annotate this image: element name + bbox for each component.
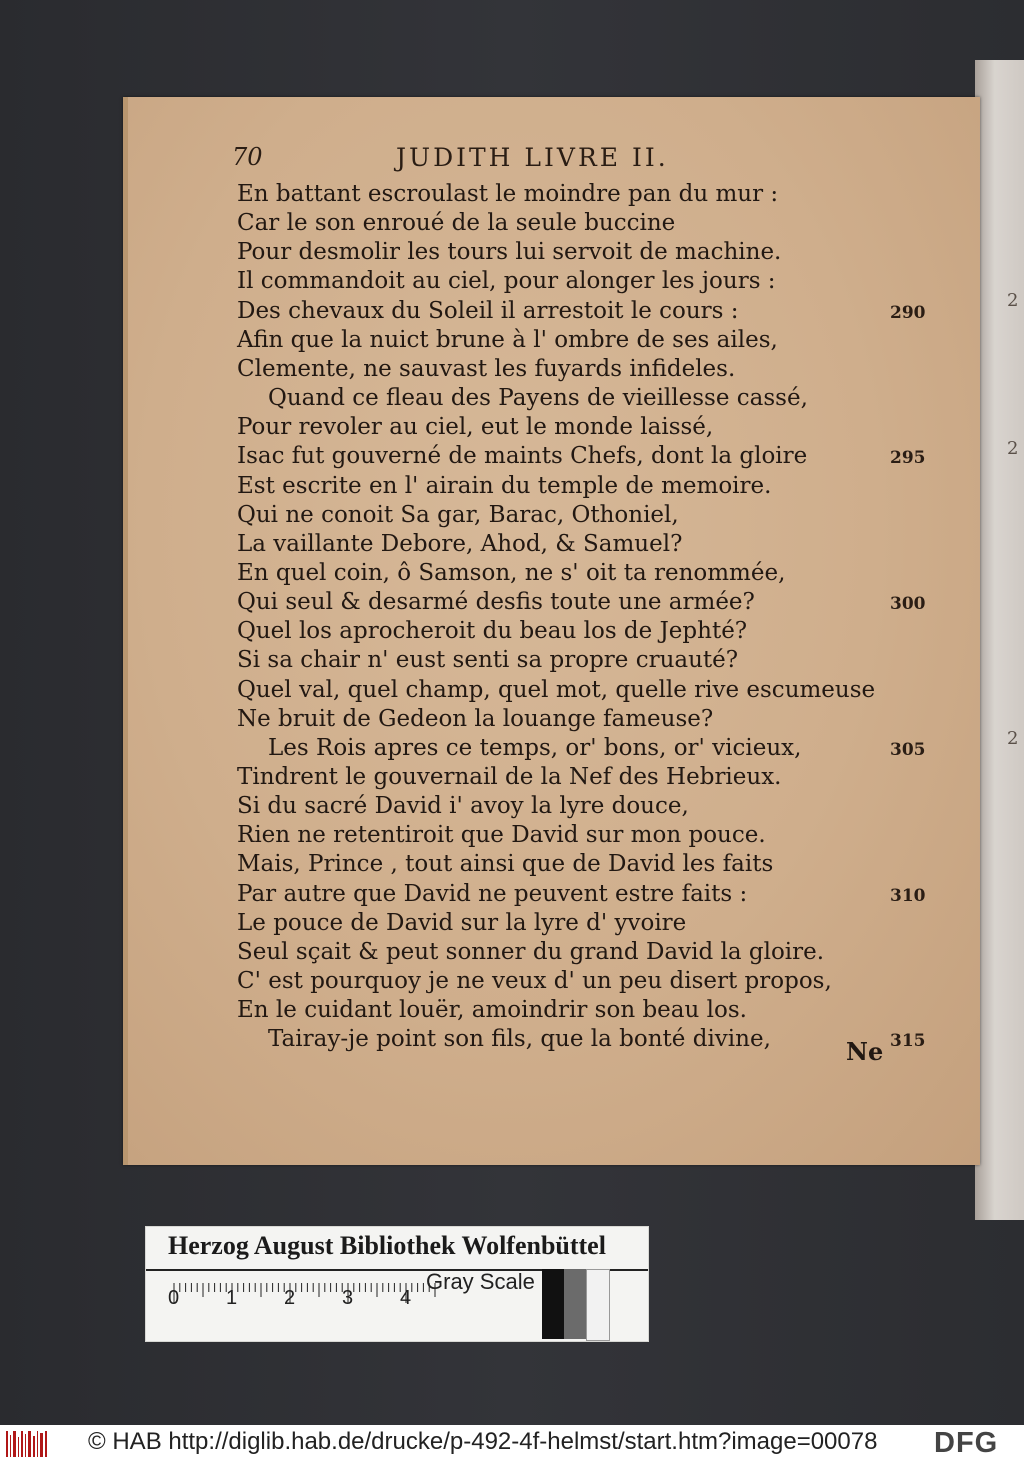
ruler-number: 3 [342, 1287, 354, 1309]
line-number: 300 [890, 594, 926, 614]
verse-line: Si du sacré David i' avoy la lyre douce, [237, 793, 689, 819]
gray-patch-gray [564, 1269, 586, 1339]
verse-line: Des chevaux du Soleil il arrestoit le cours : [237, 298, 739, 324]
gray-patch-white [586, 1269, 610, 1341]
verse-line: Seul sçait & peut sonner du grand David la gloire. [237, 939, 825, 965]
verse-line: Rien ne retentiroit que David sur mon pouce. [237, 822, 766, 848]
verse-line: Pour revoler au ciel, eut le monde laissé, [237, 414, 714, 440]
dfg-logo: DFG [934, 1427, 999, 1459]
barcode-icon [6, 1431, 48, 1457]
verse-line: Isac fut gouverné de maints Chefs, dont la gloire [237, 443, 808, 469]
verse-line: Pour desmolir les tours lui servoit de machine. [237, 239, 782, 265]
verse-line: En le cuidant louër, amoindrir son beau los. [237, 997, 747, 1023]
ruler-number: 0 [168, 1287, 180, 1309]
verse-line: Quel val, quel champ, quel mot, quelle rive escumeuse [237, 677, 876, 703]
line-number: 295 [890, 448, 926, 468]
line-number: 310 [890, 886, 926, 906]
library-color-card [145, 1226, 649, 1342]
verse-line: Est escrite en l' airain du temple de memoire. [237, 473, 772, 499]
verse-line: Par autre que David ne peuvent estre faits : [237, 881, 748, 907]
verse-line: Il commandoit au ciel, pour alonger les jours : [237, 268, 776, 294]
verse-line: Tairay-je point son fils, que la bonté divine, [268, 1026, 771, 1052]
verse-line: Tindrent le gouvernail de la Nef des Hebrieux. [237, 764, 782, 790]
verse-line: Clemente, ne sauvast les fuyards infideles. [237, 356, 736, 382]
line-number: 305 [890, 740, 926, 760]
adjacent-page-fragment: 2 [1007, 728, 1019, 749]
viewer-footer [0, 1425, 1024, 1462]
gray-patch-black [542, 1269, 564, 1339]
verse-line: Car le son enroué de la seule buccine [237, 210, 676, 236]
verse-line: Quand ce fleau des Payens de vieillesse cassé, [268, 385, 808, 411]
library-name: Herzog August Bibliothek Wolfenbüttel [168, 1231, 606, 1260]
ruler-number: 1 [226, 1287, 238, 1309]
verse-line: Les Rois apres ce temps, or' bons, or' vicieux, [268, 735, 802, 761]
verse-line: Qui seul & desarmé desfis toute une armée? [237, 589, 755, 615]
ruler-number: 4 [400, 1287, 412, 1309]
verse-line: C' est pourquoy je ne veux d' un peu disert propos, [237, 968, 832, 994]
verse-line: Quel los aprocheroit du beau los de Jephté? [237, 618, 748, 644]
verse-line: Si sa chair n' eust senti sa propre cruauté? [237, 647, 739, 673]
ruler-number: 2 [284, 1287, 296, 1309]
verse-line: En quel coin, ô Samson, ne s' oit ta renommée, [237, 560, 786, 586]
line-number: 290 [890, 303, 926, 323]
copyright-url[interactable]: © HAB http://diglib.hab.de/drucke/p-492-4f-helmst/start.htm?image=00078 [88, 1428, 878, 1455]
verse-line: Le pouce de David sur la lyre d' yvoire [237, 910, 687, 936]
verse-line: La vaillante Debore, Ahod, & Samuel? [237, 531, 683, 557]
verse-line: Qui ne conoit Sa gar, Barac, Othoniel, [237, 502, 679, 528]
verse-line: Ne bruit de Gedeon la louange fameuse? [237, 706, 714, 732]
adjacent-page-fragment: 2 [1007, 290, 1019, 311]
verse-line: Afin que la nuict brune à l' ombre de ses ailes, [237, 327, 778, 353]
page-number: 70 [232, 143, 263, 171]
gray-scale-label: Gray Scale [426, 1269, 535, 1294]
verse-line: Mais, Prince , tout ainsi que de David les faits [237, 851, 774, 877]
verse-line: En battant escroulast le moindre pan du mur : [237, 181, 779, 207]
running-head [232, 143, 772, 177]
catchword: Ne [846, 1037, 884, 1066]
line-number: 315 [890, 1031, 926, 1051]
running-title: JUDITH LIVRE II. [396, 143, 669, 172]
adjacent-page-fragment: 2 [1007, 438, 1019, 459]
